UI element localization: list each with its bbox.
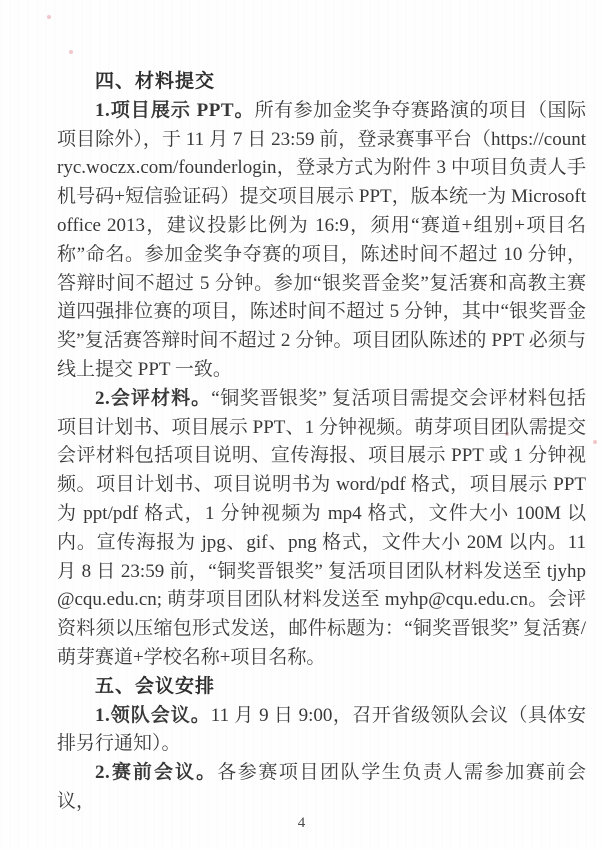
scan-artifact-dot <box>593 440 597 444</box>
scan-artifact-dot <box>69 50 73 54</box>
page-number: 4 <box>297 815 306 831</box>
paragraph-body-project-ppt: 所有参加金奖争夺赛路演的项目（国际项目除外），于 11 月 7 日 23:59 前，登录赛事平台（https://countryc.woczx.com/founderlogin，登录方式为附件 3 中项目负责人手机号码+短信验证码）提交项目展示 PPT，版本统一为 Microsoft office 2013，建议投影比例为 16:9，须用“赛道+组别+项目名称”命名。参加金奖争夺赛的项目，陈述时间不超过 10 分钟，答辩时间不超过 5 分钟。参加“银奖晋金奖”复活赛和高教主赛道四强排位赛的项目，陈述时间不超过 5 分钟，其中“银奖晋金奖”复活赛答辩时间不超过 2 分钟。项目团队陈述的 PPT 必须与线上提交 PPT 一致。 <box>57 99 586 380</box>
paragraph-lead-leader-meeting: 1.领队会议。 <box>95 704 211 726</box>
paragraph-leader-meeting <box>57 702 586 760</box>
section-heading-material-submission: 四、材料提交 <box>95 71 216 92</box>
paragraph-body-review-materials: “铜奖晋银奖” 复活项目需提交会评材料包括项目计划书、项目展示 PPT、1 分钟视频。萌芽项目团队需提交会评材料包括项目说明、宣传海报、项目展示 PPT 或 1 分钟视频。项目计划书、项目说明书为 word/pdf 格式，项目展示 PPT 为 ppt/pdf 格式，1 分钟视频为 mp4 格式，文件大小 100M 以内。宣传海报为 jpg、gif、png 格式，文件大小 20M 以内。11 月 8 日 23:59 前，“铜奖晋银奖” 复活项目团队材料发送至 tjyhp@cqu.edu.cn; 萌芽项目团队材料发送至 myhp@cqu.edu.cn。会评资料须以压缩包形式发送，邮件标题为：“铜奖晋银奖” 复活赛/萌芽赛道+学校名称+项目名称。 <box>57 387 586 668</box>
paragraph-project-ppt <box>57 97 586 385</box>
paragraph-lead-review-materials: 2.会评材料。 <box>95 387 212 409</box>
paragraph-body-pre-competition-meeting: 各参赛项目团队学生负责人需参加赛前会议， <box>57 762 586 812</box>
paragraph-pre-competition-meeting <box>57 759 586 817</box>
scan-artifact-dot <box>47 15 51 19</box>
paragraph-body-leader-meeting: 11 月 9 日 9:00，召开省级领队会议（具体安排另行通知）。 <box>57 704 586 755</box>
paragraph-lead-project-ppt: 1.项目展示 PPT。 <box>95 99 255 121</box>
document-body <box>57 68 586 817</box>
paragraph-review-materials <box>57 385 586 673</box>
section-heading-meeting-arrangement: 五、会议安排 <box>95 675 216 697</box>
paragraph-lead-pre-competition-meeting: 2.赛前会议。 <box>95 762 218 784</box>
